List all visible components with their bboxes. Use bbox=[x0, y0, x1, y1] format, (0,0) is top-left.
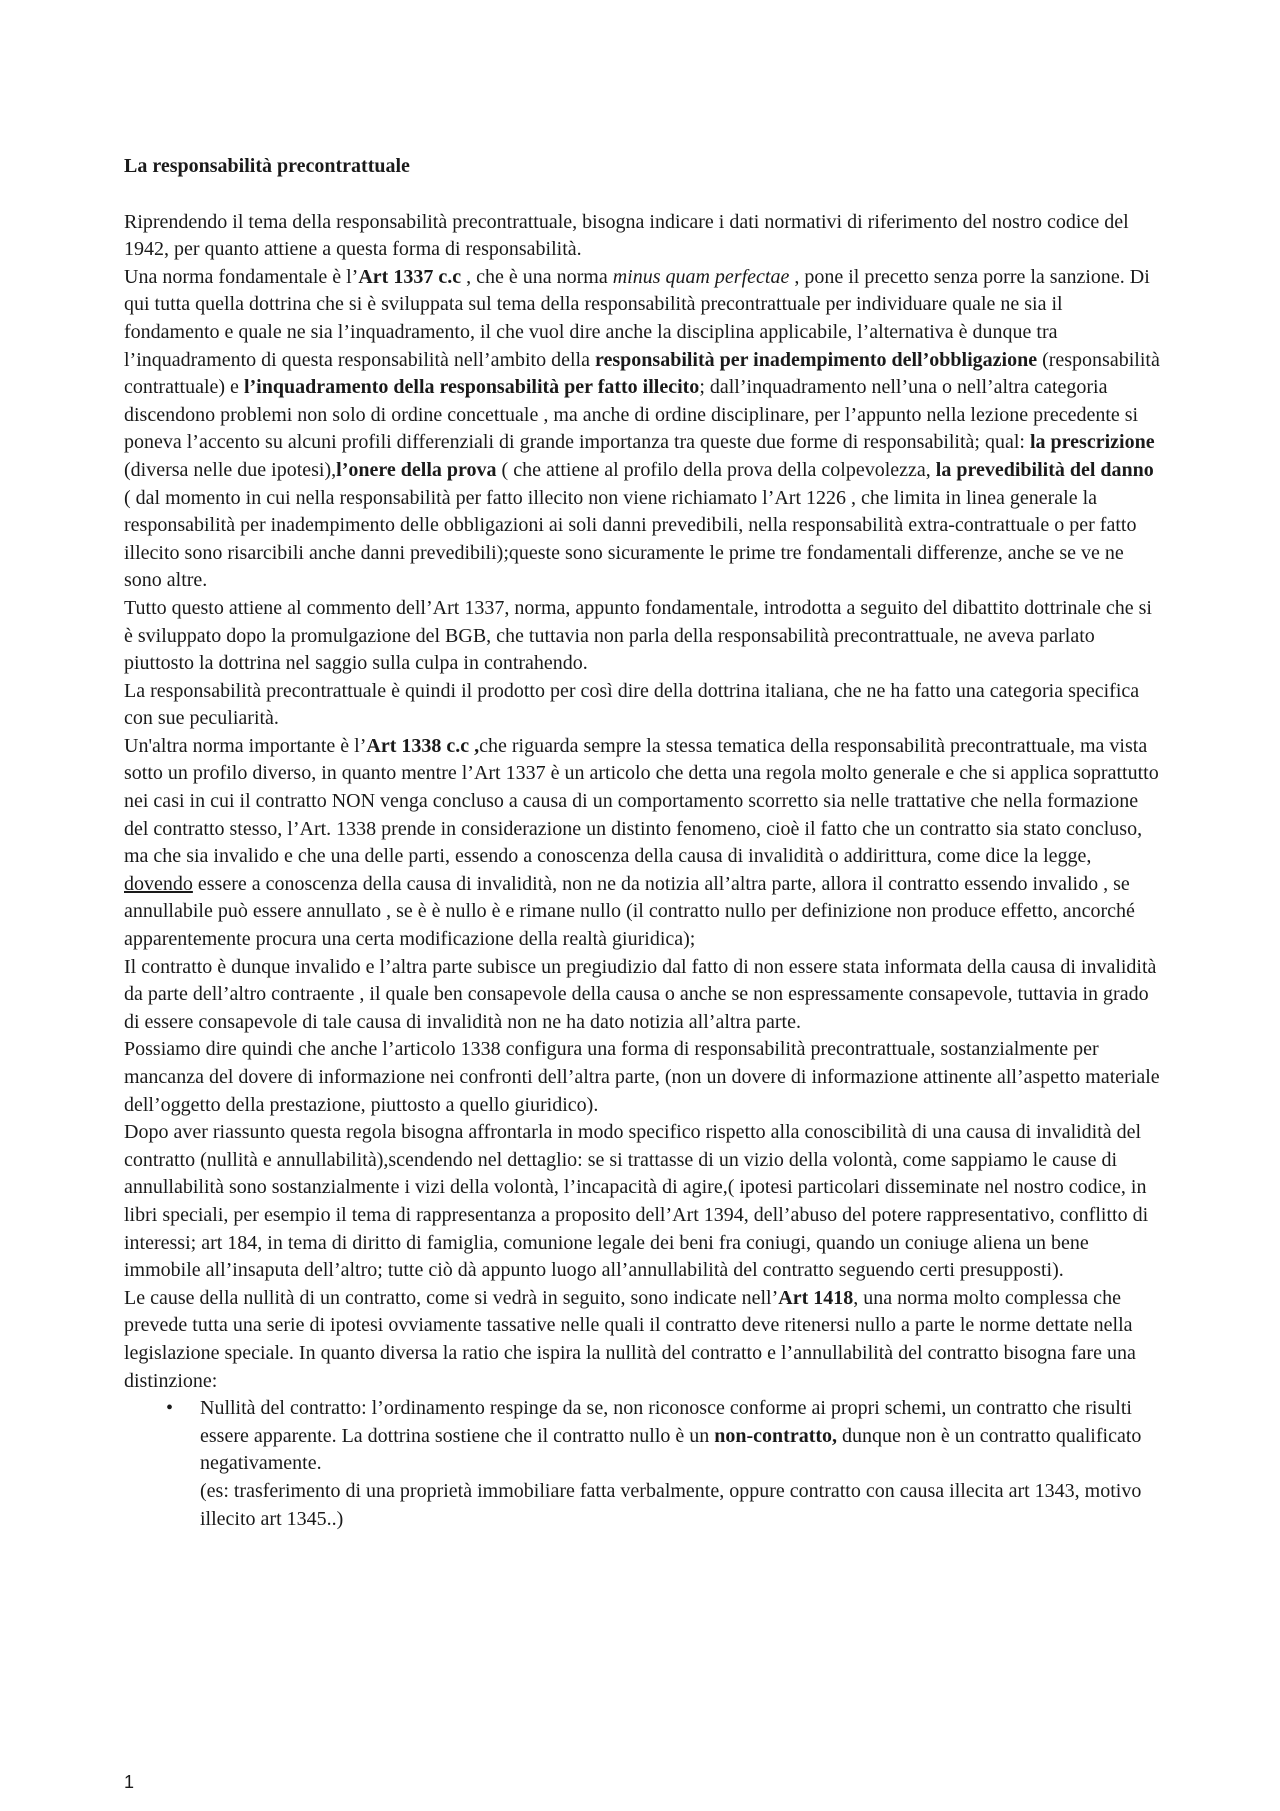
paragraph-art-1337: Una norma fondamentale è l’Art 1337 c.c , che è una norma minus quam perfectae , pone il precetto senza porre la sanzione. Di qui tutta quella dottrina che si è sviluppata sul tema della responsabilità precontrattuale per individuare quale ne sia il fondamento e quale ne sia l’inquadramento, il che vuol dire anche la disciplina applicabile, l’alternativa è dunque tra l’inquadramento di questa responsabilità nell’ambito della responsabilità per inadempimento dell’obbligazione (responsabilità contrattuale) e l’inquadramento della responsabilità per fatto illecito; dall’inquadramento nell’una o nell’altra categoria discendono problemi non solo di ordine concettuale , ma anche di ordine disciplinare, per l’appunto nella lezione precedente si poneva l’accento su alcuni profili differenziali di grande importanza tra queste due forme di responsabilità; qual: la prescrizione (diversa nelle due ipotesi),l’onere della prova ( che attiene al profilo della prova della colpevolezza, la prevedibilità del danno ( dal momento in cui nella responsabilità per fatto illecito non viene richiamato l’Art 1226 , che limita in linea generale la responsabilità per inadempimento delle obbligazioni ai soli danni prevedibili, nella responsabilità extra-contrattuale o per fatto illecito sono risarcibili anche danni prevedibili);queste sono sicuramente le prime tre fondamentali differenze, anche se ve ne sono altre. bbox=[124, 265, 1160, 592]
distinction-list bbox=[124, 1395, 1160, 1533]
paragraph-conoscibilita: Dopo aver riassunto questa regola bisogna affrontarla in modo specifico rispetto alla conoscibilità di una causa di invalidità del contratto (nullità e annullabilità),scendendo nel dettaglio: se si trattasse di un vizio della volontà, come sappiamo le cause di annullabilità sono sostanzialmente i vizi della volontà, l’incapacità di agire,( ipotesi particolari disseminate nel nostro codice, in libri speciali, per esempio il tema di rappresentanza a proposito dell’Art 1394, dell’abuso del potere rappresentativo, conflitto di interessi; art 184, in tema di diritto di famiglia, comunione legale dei beni fra coniugi, quando un coniuge aliena un bene immobile all’insaputa dell’altro; tutte ciò dà appunto luogo all’annullabilità del contratto seguendo certi presupposti). bbox=[124, 1121, 1149, 1282]
page-number: 1 bbox=[124, 1772, 135, 1792]
paragraph-intro: Riprendendo il tema della responsabilità precontrattuale, bisogna indicare i dati normativi di riferimento del nostro codice del 1942, per quanto attiene a questa forma di responsabilità. bbox=[124, 210, 1129, 261]
paragraph-bgb: Tutto questo attiene al commento dell’Art 1337, norma, appunto fondamentale, introdotta a seguito del dibattito dottrinale che si è sviluppato dopo la promulgazione del BGB, che tuttavia non parla della responsabilità precontrattuale, ne aveva parlato piuttosto la dottrina nel saggio sulla culpa in contrahendo. bbox=[124, 596, 1152, 675]
document-page bbox=[124, 153, 1160, 1533]
document-title: La responsabilità precontrattuale bbox=[124, 155, 410, 177]
paragraph-art-1338: Un'altra norma importante è l’Art 1338 c.c ,che riguarda sempre la stessa tematica della responsabilità precontrattuale, ma vista sotto un profilo diverso, in quanto mentre l’Art 1337 è un articolo che detta una regola molto generale e che si applica soprattutto nei casi in cui il contratto NON venga concluso a causa di un comportamento scorretto sia nelle trattative che nella formazione del contratto stesso, l’Art. 1338 prende in considerazione un distinto fenomeno, cioè il fatto che un contratto sia stato concluso, ma che sia invalido e che una delle parti, essendo a conoscenza della causa di invalidità o addirittura, come dice la legge, dovendo essere a conoscenza della causa di invalidità, non ne da notizia all’altra parte, allora il contratto essendo invalido , se annullabile può essere annullato , se è è nullo è e rimane nullo (il contratto nullo per definizione non produce effetto, ancorché apparentemente procura una certa modificazione della realtà giuridica); bbox=[124, 734, 1159, 951]
list-item: • Nullità del contratto: l’ordinamento respinge da se, non riconosce conforme ai propri schemi, un contratto che risulti essere apparente. La dottrina sostiene che il contratto nullo è un non-contratto, dunque non è un contratto qualificato negativamente. (es: trasferimento di una proprietà immobiliare fatta verbalmente, oppure contratto con causa illecita art 1343, motivo illecito art 1345..) bbox=[200, 1395, 1160, 1533]
paragraph-art-1418: Le cause della nullità di un contratto, come si vedrà in seguito, sono indicate nell’Art 1418, una norma molto complessa che prevede tutta una serie di ipotesi ovviamente tassative nelle quali il contratto deve ritenersi nullo a parte le norme dettate nella legislazione speciale. In quanto diversa la ratio che ispira la nullità del contratto e l’annullabilità del contratto bisogna fare una distinzione: bbox=[124, 1286, 1136, 1392]
paragraph-dovere-informazione: Possiamo dire quindi che anche l’articolo 1338 configura una forma di responsabilità precontrattuale, sostanzialmente per mancanza del dovere di informazione nei confronti dell’altra parte, (non un dovere di informazione attinente all’aspetto materiale dell’oggetto della prestazione, piuttosto a quello giuridico). bbox=[124, 1038, 1160, 1116]
paragraph-invalid-contract: Il contratto è dunque invalido e l’altra parte subisce un pregiudizio dal fatto di non essere stata informata della causa di invalidità da parte dell’altro contraente , il quale ben consapevole della causa o anche se non espressamente consapevole, tuttavia in grado di essere consapevole di tale causa di invalidità non ne ha dato notizia all’altra parte. bbox=[124, 955, 1157, 1033]
paragraph-dottrina: La responsabilità precontrattuale è quindi il prodotto per così dire della dottrina italiana, che ne ha fatto una categoria specifica con sue peculiarità. bbox=[124, 679, 1140, 730]
